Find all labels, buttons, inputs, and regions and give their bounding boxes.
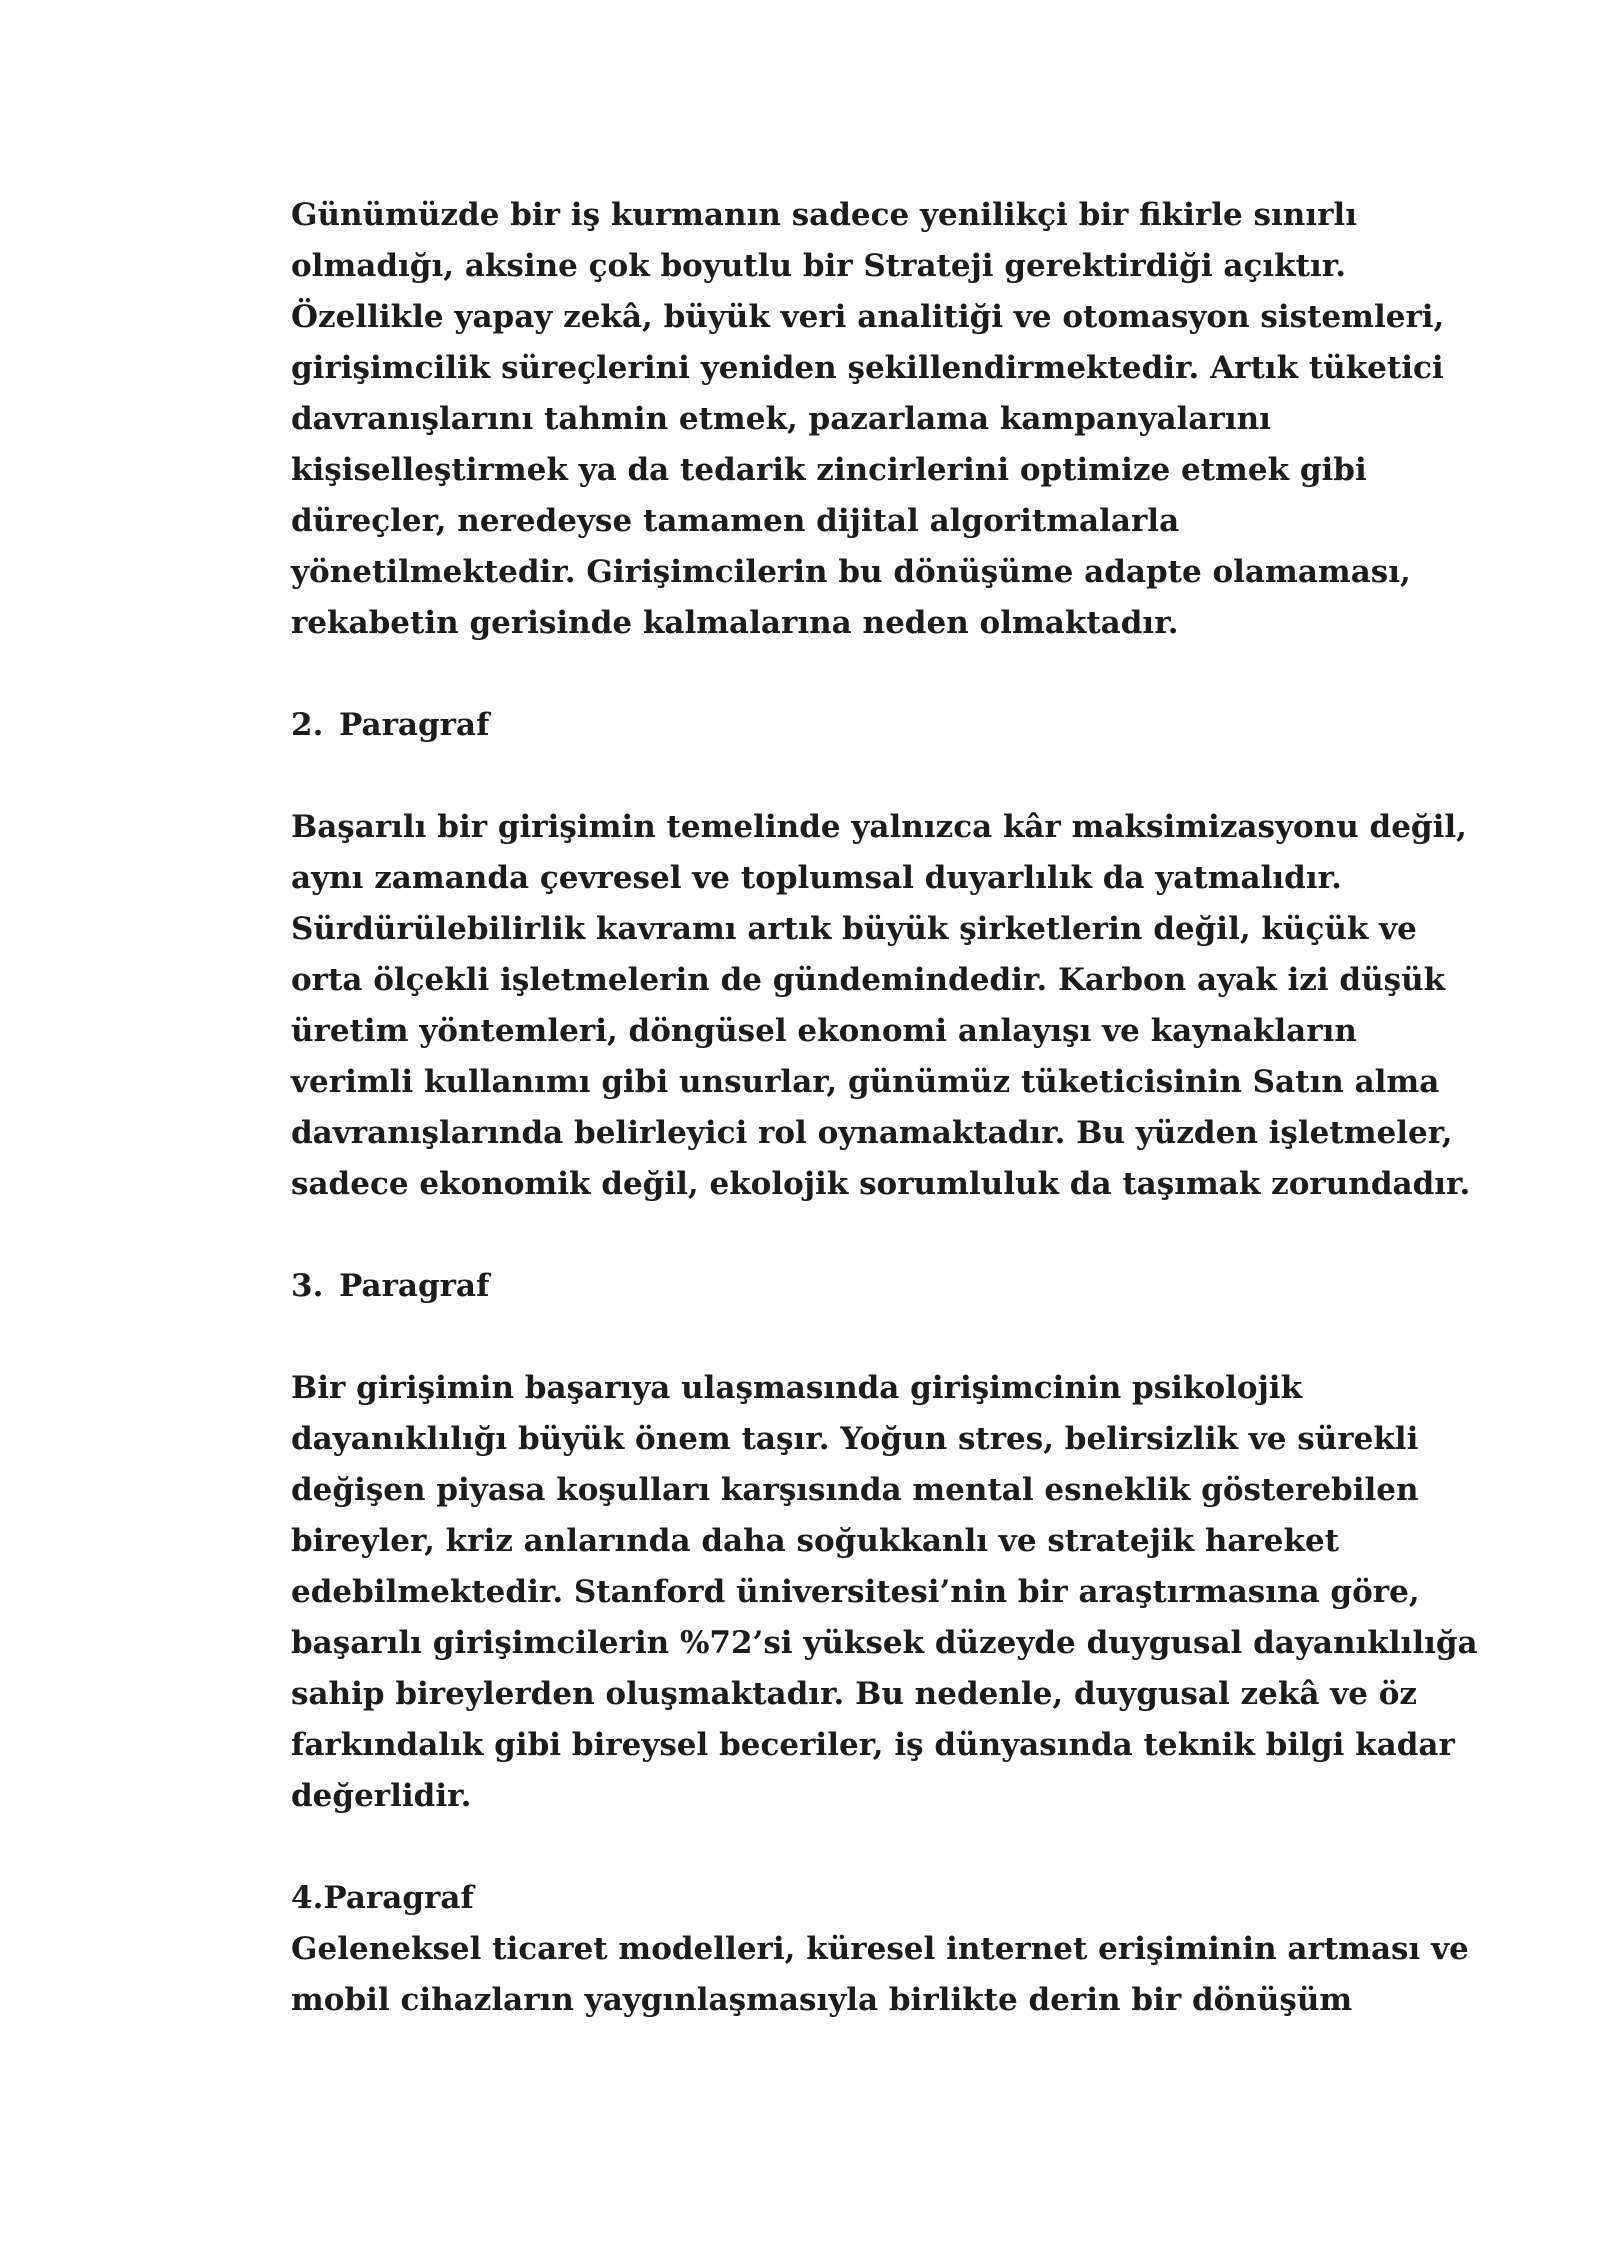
document-body [291, 190, 1478, 2026]
paragraph-3-line: değerlidir. [291, 1778, 472, 1814]
paragraph-3-line: sahip bireylerden oluşmaktadır. Bu nedenle, duygusal zekâ ve öz [291, 1676, 1418, 1712]
paragraph-2-line: verimli kullanımı gibi unsurlar, günümüz tüketicisinin Satın alma [291, 1064, 1440, 1100]
paragraph-1-line: düreçler, neredeyse tamamen dijital algoritmalarla [291, 503, 1180, 539]
paragraph-4-line: mobil cihazların yaygınlaşmasıyla birlikte derin bir dönüşüm [291, 1982, 1353, 2018]
paragraph-2 [291, 802, 1471, 1210]
paragraph-1-line: yönetilmektedir. Girişimcilerin bu dönüşüme adapte olamaması, [291, 554, 1411, 590]
paragraph-1-line: davranışlarını tahmin etmek, pazarlama kampanyalarını [291, 401, 1271, 437]
heading-paragraf-2 [291, 700, 1431, 751]
heading-paragraf-4: 4.Paragraf [291, 1880, 474, 1916]
paragraph-2-line: davranışlarında belirleyici rol oynamaktadır. Bu yüzden işletmeler, [291, 1115, 1453, 1151]
heading-label: Paragraf [339, 707, 490, 743]
paragraph-3-line: edebilmektedir. Stanford üniversitesi’nin bir araştırmasına göre, [291, 1574, 1420, 1610]
paragraph-2-line: orta ölçekli işletmelerin de gündemindedir. Karbon ayak izi düşük [291, 962, 1446, 998]
heading-number: 3. [291, 1268, 324, 1304]
heading-label: Paragraf [339, 1268, 490, 1304]
paragraph-3-line: farkındalık gibi bireysel beceriler, iş dünyasında teknik bilgi kadar [291, 1727, 1455, 1763]
paragraph-1-line: Günümüzde bir iş kurmanın sadece yenilikçi bir fikirle sınırlı [291, 197, 1357, 233]
paragraph-3 [291, 1363, 1478, 1822]
paragraph-2-line: Başarılı bir girişimin temelinde yalnızca kâr maksimizasyonu değil, [291, 809, 1467, 845]
paragraph-2-line: Sürdürülebilirlik kavramı artık büyük şirketlerin değil, küçük ve [291, 911, 1417, 947]
paragraph-3-line: dayanıklılığı büyük önem taşır. Yoğun stres, belirsizlik ve sürekli [291, 1421, 1419, 1457]
heading-paragraf-3 [291, 1261, 1431, 1312]
paragraph-3-line: değişen piyasa koşulları karşısında mental esneklik gösterebilen [291, 1472, 1419, 1508]
paragraph-3-line: bireyler, kriz anlarında daha soğukkanlı ve stratejik hareket [291, 1523, 1340, 1559]
paragraph-1-line: kişiselleştirmek ya da tedarik zincirlerini optimize etmek gibi [291, 452, 1367, 488]
heading-number: 2. [291, 707, 324, 743]
paragraph-3-line: başarılı girişimcilerin %72’si yüksek düzeyde duygusal dayanıklılığa [291, 1625, 1478, 1661]
paragraph-3-line: Bir girişimin başarıya ulaşmasında girişimcinin psikolojik [291, 1370, 1303, 1406]
paragraph-4 [291, 1924, 1469, 2026]
paragraph-1-line: rekabetin gerisinde kalmalarına neden olmaktadır. [291, 605, 1179, 641]
paragraph-1-line: Özellikle yapay zekâ, büyük veri analitiği ve otomasyon sistemleri, [291, 299, 1445, 335]
paragraph-1-line: girişimcilik süreçlerini yeniden şekillendirmektedir. Artık tüketici [291, 350, 1444, 386]
paragraph-2-line: sadece ekonomik değil, ekolojik sorumluluk da taşımak zorundadır. [291, 1166, 1471, 1202]
paragraph-4-line: Geleneksel ticaret modelleri, küresel internet erişiminin artması ve [291, 1931, 1469, 1967]
paragraph-2-line: aynı zamanda çevresel ve toplumsal duyarlılık da yatmalıdır. [291, 860, 1342, 896]
paragraph-2-line: üretim yöntemleri, döngüsel ekonomi anlayışı ve kaynakların [291, 1013, 1357, 1049]
paragraph-1 [291, 190, 1445, 649]
paragraph-1-line: olmadığı, aksine çok boyutlu bir Strateji gerektirdiği açıktır. [291, 248, 1347, 284]
